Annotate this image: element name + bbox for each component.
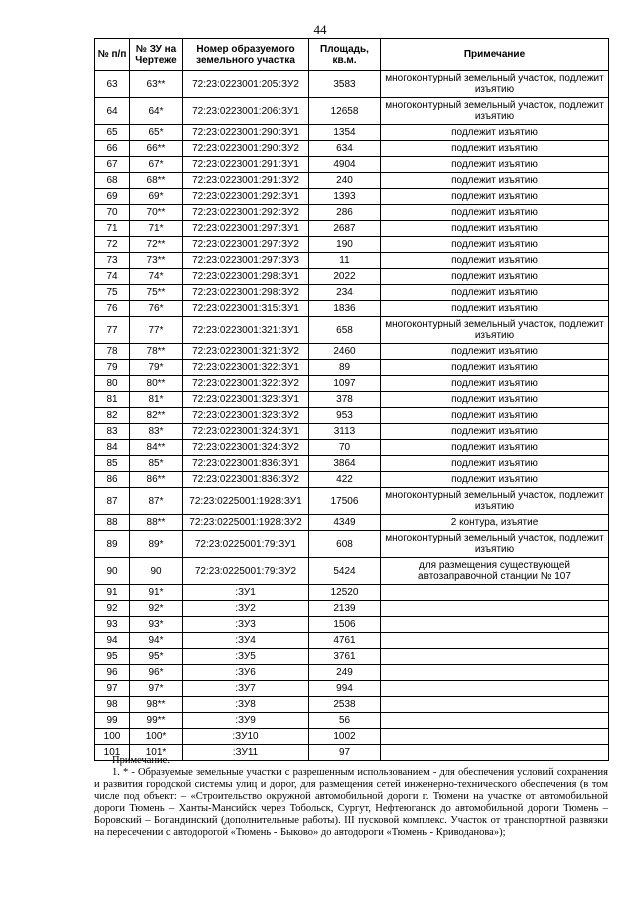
cell-note: подлежит изъятию	[381, 141, 609, 157]
cell-area: 994	[309, 681, 381, 697]
cell-plot-number: 72:23:0223001:321:ЗУ2	[183, 344, 309, 360]
cell-plot-number: 72:23:0223001:291:ЗУ1	[183, 157, 309, 173]
cell-plot-on-drawing: 87*	[130, 488, 183, 515]
cell-plot-on-drawing: 69*	[130, 189, 183, 205]
cell-plot-on-drawing: 88**	[130, 515, 183, 531]
cell-plot-on-drawing: 70**	[130, 205, 183, 221]
cell-note	[381, 697, 609, 713]
table-header-row	[95, 39, 609, 71]
cell-area: 422	[309, 472, 381, 488]
cell-note: подлежит изъятию	[381, 408, 609, 424]
table-body	[95, 71, 609, 761]
cell-note: подлежит изъятию	[381, 125, 609, 141]
cell-note	[381, 601, 609, 617]
cell-index: 100	[95, 729, 130, 745]
notes-section	[94, 755, 608, 839]
cell-plot-on-drawing: 78**	[130, 344, 183, 360]
table-row	[95, 531, 609, 558]
table-row	[95, 408, 609, 424]
cell-plot-on-drawing: 85*	[130, 456, 183, 472]
table-row	[95, 205, 609, 221]
cell-area: 249	[309, 665, 381, 681]
cell-plot-on-drawing: 81*	[130, 392, 183, 408]
cell-note: многоконтурный земельный участок, подлежит изъятию	[381, 71, 609, 98]
cell-area: 1393	[309, 189, 381, 205]
cell-area: 2538	[309, 697, 381, 713]
cell-plot-number: :ЗУ7	[183, 681, 309, 697]
cell-note: подлежит изъятию	[381, 424, 609, 440]
cell-plot-number: 72:23:0223001:323:ЗУ2	[183, 408, 309, 424]
cell-area: 2460	[309, 344, 381, 360]
cell-note: подлежит изъятию	[381, 472, 609, 488]
cell-area: 5424	[309, 558, 381, 585]
cell-index: 75	[95, 285, 130, 301]
table-row	[95, 649, 609, 665]
table-row	[95, 472, 609, 488]
cell-plot-number: 72:23:0223001:298:ЗУ1	[183, 269, 309, 285]
cell-plot-on-drawing: 90	[130, 558, 183, 585]
cell-plot-on-drawing: 76*	[130, 301, 183, 317]
page-number: 44	[313, 22, 327, 37]
cell-plot-on-drawing: 99**	[130, 713, 183, 729]
table-row	[95, 601, 609, 617]
cell-plot-on-drawing: 79*	[130, 360, 183, 376]
notes-label: Примечание.	[112, 755, 170, 766]
cell-plot-number: 72:23:0225001:79:ЗУ1	[183, 531, 309, 558]
cell-index: 67	[95, 157, 130, 173]
cell-index: 97	[95, 681, 130, 697]
cell-note: многоконтурный земельный участок, подлежит изъятию	[381, 531, 609, 558]
cell-area: 658	[309, 317, 381, 344]
cell-plot-number: 72:23:0223001:322:ЗУ1	[183, 360, 309, 376]
cell-index: 73	[95, 253, 130, 269]
cell-plot-number: 72:23:0223001:292:ЗУ1	[183, 189, 309, 205]
cell-plot-on-drawing: 95*	[130, 649, 183, 665]
cell-index: 83	[95, 424, 130, 440]
cell-index: 78	[95, 344, 130, 360]
cell-note	[381, 665, 609, 681]
cell-plot-number: :ЗУ11	[183, 745, 309, 761]
cell-plot-on-drawing: 64*	[130, 98, 183, 125]
note-item-1: 1. * - Образуемые земельные участки с разрешенным использованием - для обеспечения условий сохранения и развития городской системы улиц и дорог, для размещения сетей инженерно-технического обеспечения (в том числе под объект: – «Строительство окружной автомобильной дороги г. Тюмени на участке от автомобильной дороги Тюмень – Ханты-Мансийск через Тобольск, Сургут, Нефтеюганск до автомобильной дороги Тюмень – Боровский – Богандинский (дополнительные работы). III пусковой комплекс. Участок от транспортной развязки на пересечении с автодорогой «Тюмень - Быково» до автодороги «Тюмень - Криводанова»);	[94, 767, 608, 838]
cell-index: 81	[95, 392, 130, 408]
cell-plot-on-drawing: 84**	[130, 440, 183, 456]
cell-area: 56	[309, 713, 381, 729]
cell-plot-on-drawing: 93*	[130, 617, 183, 633]
cell-index: 95	[95, 649, 130, 665]
table-row	[95, 681, 609, 697]
cell-index: 91	[95, 585, 130, 601]
cell-note	[381, 585, 609, 601]
header-plot-on-drawing: № ЗУ на Чертеже	[130, 39, 183, 71]
table-row	[95, 617, 609, 633]
cell-plot-on-drawing: 86**	[130, 472, 183, 488]
cell-index: 90	[95, 558, 130, 585]
cell-note: подлежит изъятию	[381, 173, 609, 189]
cell-index: 84	[95, 440, 130, 456]
cell-area: 4761	[309, 633, 381, 649]
cell-area: 3864	[309, 456, 381, 472]
cell-area: 1354	[309, 125, 381, 141]
cell-area: 608	[309, 531, 381, 558]
cell-area: 240	[309, 173, 381, 189]
cell-note: 2 контура, изъятие	[381, 515, 609, 531]
cell-note	[381, 681, 609, 697]
cell-index: 65	[95, 125, 130, 141]
cell-note: подлежит изъятию	[381, 376, 609, 392]
header-index: № п/п	[95, 39, 130, 71]
table-row	[95, 253, 609, 269]
table-row	[95, 301, 609, 317]
cell-area: 17506	[309, 488, 381, 515]
cell-plot-number: 72:23:0223001:297:ЗУ2	[183, 237, 309, 253]
cell-plot-on-drawing: 68**	[130, 173, 183, 189]
table-row	[95, 585, 609, 601]
cell-note	[381, 713, 609, 729]
table-row	[95, 157, 609, 173]
cell-plot-on-drawing: 96*	[130, 665, 183, 681]
cell-plot-number: 72:23:0223001:291:ЗУ2	[183, 173, 309, 189]
table-row	[95, 633, 609, 649]
cell-plot-on-drawing: 75**	[130, 285, 183, 301]
cell-area: 2687	[309, 221, 381, 237]
cell-note: подлежит изъятию	[381, 344, 609, 360]
cell-index: 99	[95, 713, 130, 729]
cell-area: 1002	[309, 729, 381, 745]
cell-note: подлежит изъятию	[381, 456, 609, 472]
table-row	[95, 285, 609, 301]
cell-plot-number: :ЗУ10	[183, 729, 309, 745]
cell-plot-number: :ЗУ5	[183, 649, 309, 665]
table-row	[95, 71, 609, 98]
table-row	[95, 729, 609, 745]
cell-plot-number: 72:23:0223001:290:ЗУ2	[183, 141, 309, 157]
table-row	[95, 189, 609, 205]
cell-index: 68	[95, 173, 130, 189]
cell-index: 92	[95, 601, 130, 617]
cell-index: 63	[95, 71, 130, 98]
cell-plot-number: 72:23:0223001:836:ЗУ2	[183, 472, 309, 488]
cell-index: 88	[95, 515, 130, 531]
cell-note: подлежит изъятию	[381, 440, 609, 456]
cell-plot-on-drawing: 77*	[130, 317, 183, 344]
cell-plot-on-drawing: 94*	[130, 633, 183, 649]
header-area: Площадь, кв.м.	[309, 39, 381, 71]
cell-plot-number: 72:23:0223001:836:ЗУ1	[183, 456, 309, 472]
cell-plot-on-drawing: 65*	[130, 125, 183, 141]
cell-plot-on-drawing: 63**	[130, 71, 183, 98]
cell-plot-number: 72:23:0223001:323:ЗУ1	[183, 392, 309, 408]
cell-plot-number: 72:23:0223001:315:ЗУ1	[183, 301, 309, 317]
cell-plot-number: :ЗУ6	[183, 665, 309, 681]
cell-note: подлежит изъятию	[381, 269, 609, 285]
table-row	[95, 392, 609, 408]
cell-note: подлежит изъятию	[381, 157, 609, 173]
table-row	[95, 440, 609, 456]
table-row	[95, 360, 609, 376]
header-plot-number: Номер образуемого земельного участка	[183, 39, 309, 71]
table-row	[95, 424, 609, 440]
cell-plot-number: 72:23:0223001:290:ЗУ1	[183, 125, 309, 141]
cell-area: 4349	[309, 515, 381, 531]
cell-note	[381, 729, 609, 745]
cell-area: 97	[309, 745, 381, 761]
cell-area: 4904	[309, 157, 381, 173]
table-row	[95, 713, 609, 729]
cell-index: 69	[95, 189, 130, 205]
cell-plot-number: :ЗУ9	[183, 713, 309, 729]
cell-index: 85	[95, 456, 130, 472]
cell-area: 3583	[309, 71, 381, 98]
cell-plot-number: 72:23:0225001:1928:ЗУ2	[183, 515, 309, 531]
cell-note: для размещения существующей автозаправочной станции № 107	[381, 558, 609, 585]
table-row	[95, 697, 609, 713]
cell-note: подлежит изъятию	[381, 285, 609, 301]
cell-plot-on-drawing: 89*	[130, 531, 183, 558]
table-row	[95, 515, 609, 531]
cell-index: 72	[95, 237, 130, 253]
cell-plot-on-drawing: 80**	[130, 376, 183, 392]
cell-index: 82	[95, 408, 130, 424]
cell-plot-on-drawing: 73**	[130, 253, 183, 269]
cell-plot-number: 72:23:0223001:298:ЗУ2	[183, 285, 309, 301]
cell-note: подлежит изъятию	[381, 392, 609, 408]
cell-plot-on-drawing: 83*	[130, 424, 183, 440]
cell-index: 93	[95, 617, 130, 633]
cell-note	[381, 617, 609, 633]
cell-plot-on-drawing: 72**	[130, 237, 183, 253]
table-row	[95, 173, 609, 189]
cell-index: 98	[95, 697, 130, 713]
cell-plot-on-drawing: 100*	[130, 729, 183, 745]
header-note: Примечание	[381, 39, 609, 71]
cell-note: многоконтурный земельный участок, подлежит изъятию	[381, 98, 609, 125]
table-row	[95, 376, 609, 392]
table-row	[95, 558, 609, 585]
cell-index: 70	[95, 205, 130, 221]
cell-plot-number: 72:23:0223001:297:ЗУ1	[183, 221, 309, 237]
cell-index: 96	[95, 665, 130, 681]
cell-plot-number: 72:23:0223001:322:ЗУ2	[183, 376, 309, 392]
land-plots-table	[94, 38, 609, 761]
cell-note: подлежит изъятию	[381, 360, 609, 376]
cell-index: 87	[95, 488, 130, 515]
cell-index: 86	[95, 472, 130, 488]
cell-plot-on-drawing: 66**	[130, 141, 183, 157]
cell-area: 953	[309, 408, 381, 424]
table-row	[95, 221, 609, 237]
table-row	[95, 456, 609, 472]
cell-plot-on-drawing: 74*	[130, 269, 183, 285]
cell-area: 3113	[309, 424, 381, 440]
table-row	[95, 269, 609, 285]
cell-index: 101	[95, 745, 130, 761]
cell-area: 2139	[309, 601, 381, 617]
cell-area: 1097	[309, 376, 381, 392]
cell-area: 286	[309, 205, 381, 221]
table-row	[95, 488, 609, 515]
cell-note: многоконтурный земельный участок, подлежит изъятию	[381, 317, 609, 344]
cell-plot-number: 72:23:0223001:321:ЗУ1	[183, 317, 309, 344]
cell-note	[381, 649, 609, 665]
cell-plot-number: 72:23:0225001:1928:ЗУ1	[183, 488, 309, 515]
cell-area: 89	[309, 360, 381, 376]
cell-note: подлежит изъятию	[381, 301, 609, 317]
cell-plot-number: 72:23:0225001:79:ЗУ2	[183, 558, 309, 585]
table-row	[95, 125, 609, 141]
cell-area: 12658	[309, 98, 381, 125]
cell-area: 234	[309, 285, 381, 301]
cell-plot-on-drawing: 67*	[130, 157, 183, 173]
cell-plot-number: 72:23:0223001:292:ЗУ2	[183, 205, 309, 221]
cell-plot-on-drawing: 97*	[130, 681, 183, 697]
cell-index: 77	[95, 317, 130, 344]
cell-note	[381, 633, 609, 649]
cell-index: 66	[95, 141, 130, 157]
cell-plot-number: 72:23:0223001:324:ЗУ2	[183, 440, 309, 456]
table-row	[95, 317, 609, 344]
cell-plot-number: 72:23:0223001:297:ЗУ3	[183, 253, 309, 269]
cell-area: 190	[309, 237, 381, 253]
cell-area: 634	[309, 141, 381, 157]
cell-plot-number: 72:23:0223001:205:ЗУ2	[183, 71, 309, 98]
cell-index: 80	[95, 376, 130, 392]
cell-note: подлежит изъятию	[381, 189, 609, 205]
cell-index: 89	[95, 531, 130, 558]
cell-plot-number: :ЗУ4	[183, 633, 309, 649]
cell-plot-number: :ЗУ2	[183, 601, 309, 617]
cell-area: 3761	[309, 649, 381, 665]
cell-plot-on-drawing: 82**	[130, 408, 183, 424]
cell-note: подлежит изъятию	[381, 253, 609, 269]
cell-plot-on-drawing: 92*	[130, 601, 183, 617]
cell-area: 2022	[309, 269, 381, 285]
cell-index: 64	[95, 98, 130, 125]
cell-note: подлежит изъятию	[381, 237, 609, 253]
cell-plot-number: :ЗУ3	[183, 617, 309, 633]
table-row	[95, 344, 609, 360]
table-row	[95, 665, 609, 681]
cell-plot-on-drawing: 101*	[130, 745, 183, 761]
cell-area: 12520	[309, 585, 381, 601]
cell-plot-on-drawing: 98**	[130, 697, 183, 713]
cell-index: 71	[95, 221, 130, 237]
cell-note: многоконтурный земельный участок, подлежит изъятию	[381, 488, 609, 515]
cell-area: 70	[309, 440, 381, 456]
table-row	[95, 237, 609, 253]
cell-area: 1836	[309, 301, 381, 317]
cell-plot-number: :ЗУ8	[183, 697, 309, 713]
cell-plot-number: 72:23:0223001:324:ЗУ1	[183, 424, 309, 440]
cell-index: 76	[95, 301, 130, 317]
cell-index: 79	[95, 360, 130, 376]
cell-plot-number: :ЗУ1	[183, 585, 309, 601]
cell-area: 11	[309, 253, 381, 269]
cell-index: 74	[95, 269, 130, 285]
cell-plot-on-drawing: 71*	[130, 221, 183, 237]
table-row	[95, 98, 609, 125]
cell-index: 94	[95, 633, 130, 649]
cell-plot-on-drawing: 91*	[130, 585, 183, 601]
cell-area: 1506	[309, 617, 381, 633]
cell-plot-number: 72:23:0223001:206:ЗУ1	[183, 98, 309, 125]
table-row	[95, 141, 609, 157]
cell-note: подлежит изъятию	[381, 221, 609, 237]
cell-note: подлежит изъятию	[381, 205, 609, 221]
cell-area: 378	[309, 392, 381, 408]
